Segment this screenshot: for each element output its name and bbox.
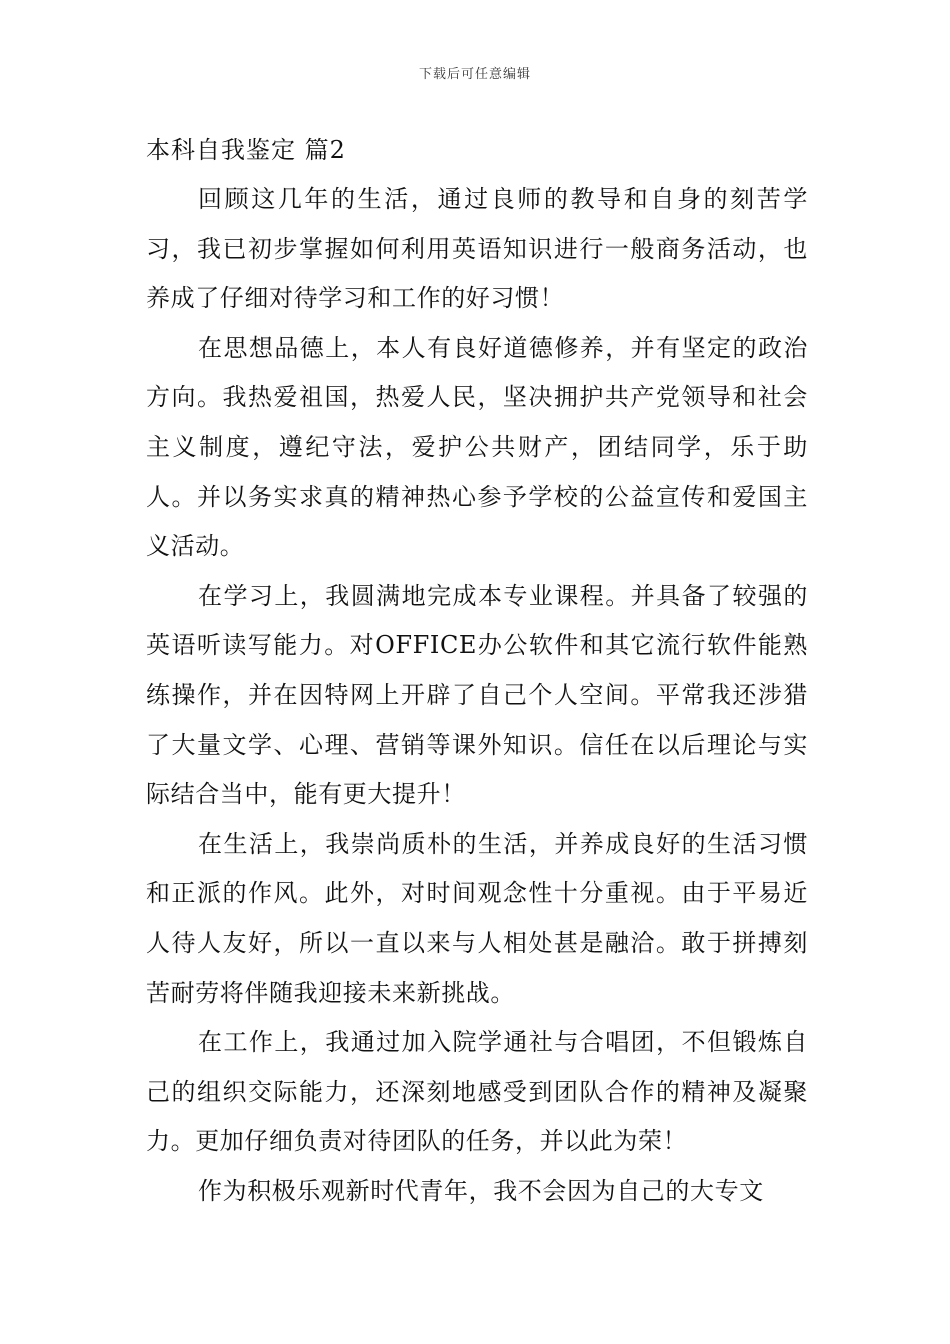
paragraph-work: 在工作上，我通过加入院学通社与合唱团，不但锻炼自己的组织交际能力，还深刻地感受到团队合作的精神及凝聚力。更加仔细负责对待团队的任务，并以此为荣！	[146, 1028, 808, 1156]
document-title: 本科自我鉴定 篇2	[146, 136, 346, 164]
paragraph-morality: 在思想品德上，本人有良好道德修养，并有坚定的政治方向。我热爱祖国，热爱人民，坚决拥护共产党领导和社会主义制度，遵纪守法，爱护公共财产，团结同学，乐于助人。并以务实求真的精神热心参予学校的公益宣传和爱国主义活动。	[146, 333, 808, 561]
paragraph-outlook: 作为积极乐观新时代青年，我不会因为自己的大专文	[198, 1176, 764, 1205]
page-header-note: 下载后可任意编辑	[418, 67, 531, 82]
paragraph-study: 在学习上，我圆满地完成本专业课程。并具备了较强的英语听读写能力。对OFFICE办公软件和其它流行软件能熟练操作，并在因特网上开辟了自己个人空间。平常我还涉猎了大量文学、心理、营销等课外知识。信任在以后理论与实际结合当中，能有更大提升！	[146, 581, 808, 809]
paragraph-review: 回顾这几年的生活，通过良师的教导和自身的刻苦学习，我已初步掌握如何利用英语知识进行一般商务活动，也养成了仔细对待学习和工作的好习惯！	[146, 185, 808, 313]
document-body	[146, 126, 808, 1216]
paragraph-life: 在生活上，我崇尚质朴的生活，并养成良好的生活习惯和正派的作风。此外，对时间观念性十分重视。由于平易近人待人友好，所以一直以来与人相处甚是融洽。敢于拼搏刻苦耐劳将伴随我迎接未来新挑战。	[146, 829, 808, 1007]
